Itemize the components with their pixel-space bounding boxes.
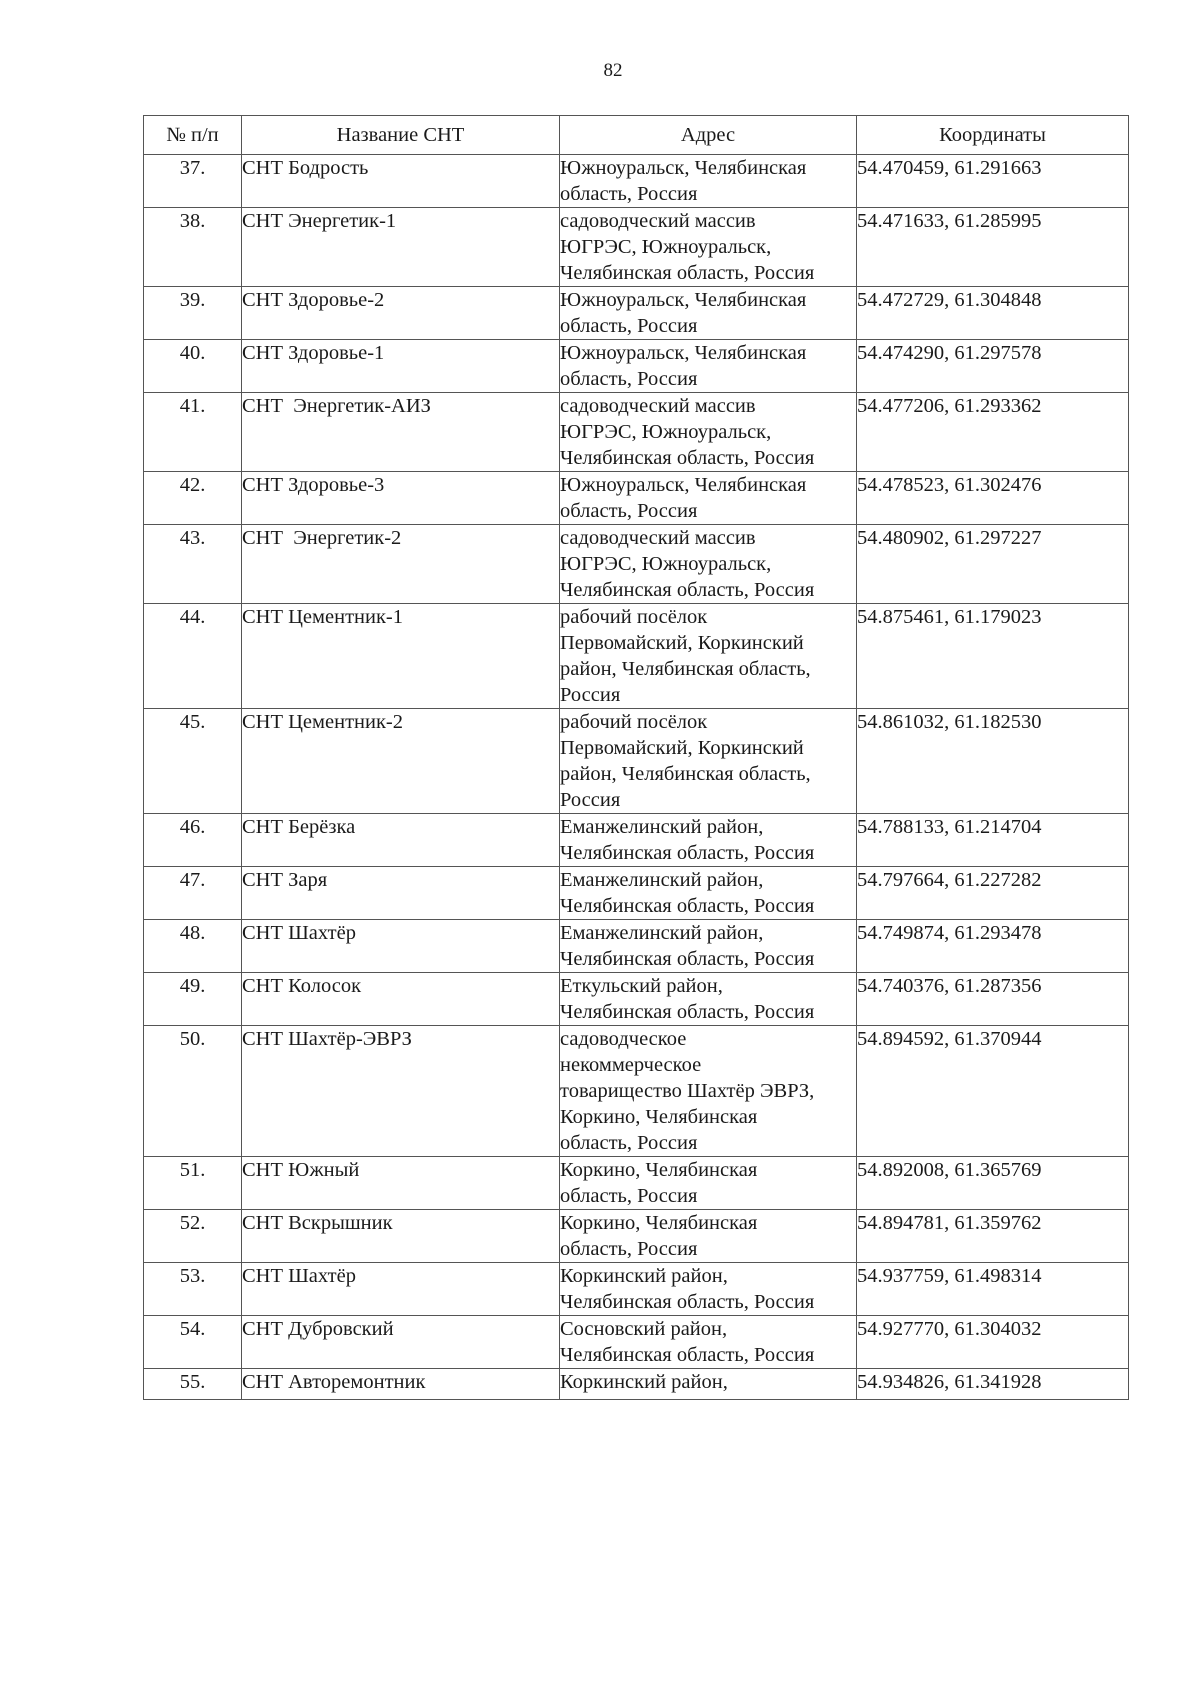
table-row (144, 1210, 1129, 1263)
row-number: 45. (144, 709, 242, 814)
row-coordinates: 54.894781, 61.359762 (857, 1210, 1129, 1263)
row-coordinates: 54.861032, 61.182530 (857, 709, 1129, 814)
table-row (144, 973, 1129, 1026)
row-name: СНТ Колосок (242, 973, 560, 1026)
table-row (144, 709, 1129, 814)
row-coordinates: 54.471633, 61.285995 (857, 208, 1129, 287)
row-number: 38. (144, 208, 242, 287)
row-address: садоводческий массив ЮГРЭС, Южноуральск, Челябинская область, Россия (560, 393, 857, 472)
row-coordinates: 54.472729, 61.304848 (857, 287, 1129, 340)
row-address: Еманжелинский район, Челябинская область, Россия (560, 920, 857, 973)
row-name: СНТ Здоровье-2 (242, 287, 560, 340)
row-coordinates: 54.749874, 61.293478 (857, 920, 1129, 973)
header-coordinates: Координаты (857, 116, 1129, 155)
row-address: садоводческий массив ЮГРЭС, Южноуральск, Челябинская область, Россия (560, 525, 857, 604)
row-coordinates: 54.477206, 61.293362 (857, 393, 1129, 472)
table-row (144, 287, 1129, 340)
row-number: 51. (144, 1157, 242, 1210)
table-body (144, 155, 1129, 1400)
table-row (144, 1026, 1129, 1157)
row-name: СНТ Энергетик-2 (242, 525, 560, 604)
row-number: 52. (144, 1210, 242, 1263)
row-address: Еманжелинский район, Челябинская область, Россия (560, 814, 857, 867)
row-address: Коркино, Челябинская область, Россия (560, 1157, 857, 1210)
row-number: 40. (144, 340, 242, 393)
row-name: СНТ Бодрость (242, 155, 560, 208)
row-address: рабочий посёлок Первомайский, Коркинский район, Челябинская область, Россия (560, 709, 857, 814)
row-number: 55. (144, 1369, 242, 1400)
row-address: Еманжелинский район, Челябинская область, Россия (560, 867, 857, 920)
row-number: 49. (144, 973, 242, 1026)
table-row (144, 393, 1129, 472)
row-coordinates: 54.478523, 61.302476 (857, 472, 1129, 525)
row-number: 50. (144, 1026, 242, 1157)
row-name: СНТ Шахтёр (242, 920, 560, 973)
table-row (144, 814, 1129, 867)
row-address: Коркино, Челябинская область, Россия (560, 1210, 857, 1263)
row-number: 43. (144, 525, 242, 604)
row-name: СНТ Здоровье-3 (242, 472, 560, 525)
header-name: Название СНТ (242, 116, 560, 155)
row-coordinates: 54.480902, 61.297227 (857, 525, 1129, 604)
row-address: Южноуральск, Челябинская область, Россия (560, 472, 857, 525)
row-address: Южноуральск, Челябинская область, Россия (560, 340, 857, 393)
snt-table (143, 115, 1129, 1400)
row-name: СНТ Шахтёр (242, 1263, 560, 1316)
header-address: Адрес (560, 116, 857, 155)
row-name: СНТ Южный (242, 1157, 560, 1210)
row-name: СНТ Здоровье-1 (242, 340, 560, 393)
row-name: СНТ Дубровский (242, 1316, 560, 1369)
row-number: 39. (144, 287, 242, 340)
row-address: Сосновский район, Челябинская область, Россия (560, 1316, 857, 1369)
row-number: 46. (144, 814, 242, 867)
table-row (144, 1157, 1129, 1210)
row-name: СНТ Шахтёр-ЭВРЗ (242, 1026, 560, 1157)
row-address: садоводческий массив ЮГРЭС, Южноуральск, Челябинская область, Россия (560, 208, 857, 287)
row-coordinates: 54.894592, 61.370944 (857, 1026, 1129, 1157)
row-name: СНТ Берёзка (242, 814, 560, 867)
table-row (144, 867, 1129, 920)
row-coordinates: 54.797664, 61.227282 (857, 867, 1129, 920)
row-address: Коркинский район, (560, 1369, 857, 1400)
row-coordinates: 54.875461, 61.179023 (857, 604, 1129, 709)
row-coordinates: 54.470459, 61.291663 (857, 155, 1129, 208)
row-number: 53. (144, 1263, 242, 1316)
row-number: 44. (144, 604, 242, 709)
table-row (144, 472, 1129, 525)
table-header-row (144, 116, 1129, 155)
row-number: 54. (144, 1316, 242, 1369)
header-number: № п/п (144, 116, 242, 155)
row-coordinates: 54.740376, 61.287356 (857, 973, 1129, 1026)
row-address: садоводческое некоммерческое товарищество Шахтёр ЭВРЗ, Коркино, Челябинская область, Россия (560, 1026, 857, 1157)
row-coordinates: 54.927770, 61.304032 (857, 1316, 1129, 1369)
table-row (144, 920, 1129, 973)
row-number: 41. (144, 393, 242, 472)
row-address: Южноуральск, Челябинская область, Россия (560, 287, 857, 340)
row-coordinates: 54.788133, 61.214704 (857, 814, 1129, 867)
table-row (144, 525, 1129, 604)
row-number: 47. (144, 867, 242, 920)
row-name: СНТ Энергетик-1 (242, 208, 560, 287)
row-coordinates: 54.892008, 61.365769 (857, 1157, 1129, 1210)
row-number: 37. (144, 155, 242, 208)
table-row (144, 1263, 1129, 1316)
row-number: 48. (144, 920, 242, 973)
row-address: Коркинский район, Челябинская область, Россия (560, 1263, 857, 1316)
table-row (144, 340, 1129, 393)
row-name: СНТ Цементник-1 (242, 604, 560, 709)
table-row (144, 155, 1129, 208)
row-address: рабочий посёлок Первомайский, Коркинский район, Челябинская область, Россия (560, 604, 857, 709)
row-address: Еткульский район, Челябинская область, Россия (560, 973, 857, 1026)
row-name: СНТ Заря (242, 867, 560, 920)
row-name: СНТ Авторемонтник (242, 1369, 560, 1400)
table-row (144, 1316, 1129, 1369)
row-coordinates: 54.934826, 61.341928 (857, 1369, 1129, 1400)
table-row (144, 208, 1129, 287)
row-name: СНТ Вскрышник (242, 1210, 560, 1263)
row-coordinates: 54.474290, 61.297578 (857, 340, 1129, 393)
page-number: 82 (603, 60, 623, 81)
row-name: СНТ Энергетик-АИЗ (242, 393, 560, 472)
row-address: Южноуральск, Челябинская область, Россия (560, 155, 857, 208)
row-name: СНТ Цементник-2 (242, 709, 560, 814)
row-coordinates: 54.937759, 61.498314 (857, 1263, 1129, 1316)
table-row (144, 604, 1129, 709)
table-row (144, 1369, 1129, 1400)
row-number: 42. (144, 472, 242, 525)
